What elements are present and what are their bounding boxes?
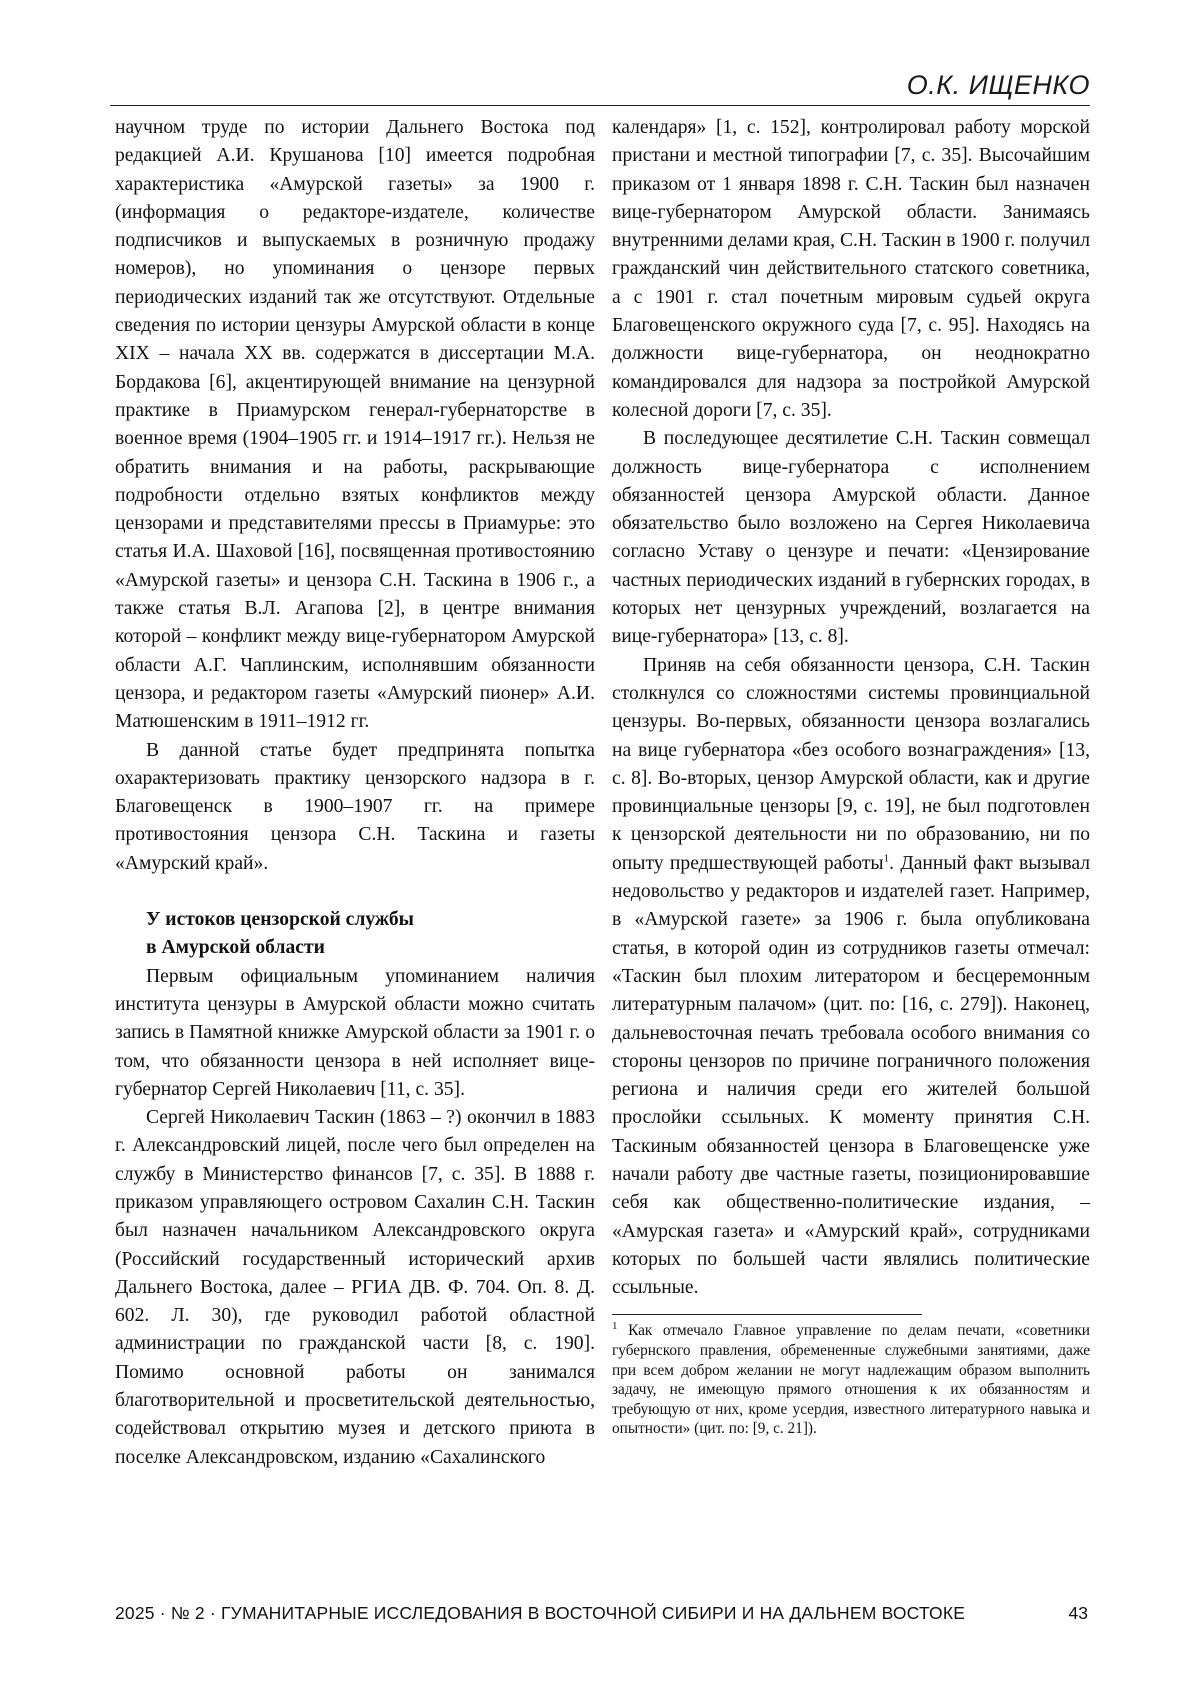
paragraph: календаря» [1, с. 152], контролировал работу морской пристани и местной типографии [7, с. 35]. Высочайшим приказом от 1 января 1898 г. С.Н. Таскин был назначен вице-губернатором Амурской области. Занимаясь внутренними делами края, С.Н. Таскин в 1900 г. получил гражданский чин действительного статского советника, а с 1901 г. стал почетным мировым судьей округа Благовещенского окружного суда [7, с. 95]. Находясь на должности вице-губернатора, он неоднократно командировался для надзора за постройкой Амурской колесной дороги [7, с. 35]. — [612, 117, 1090, 421]
page-number: 43 — [1068, 1603, 1088, 1623]
section-heading-line: У истоков цензорской службы — [146, 909, 414, 931]
paragraph-text: . Данный факт вызывал недовольство у редакторов и издателей газет. Например, в «Амурской газете» за 1906 г. была опубликована статья, в которой один из сотрудников газеты отмечал: «Таскин был плохим литератором и бесцеремонным литературным палачом» (цит. по: [16, с. 279]). Наконец, дальневосточная печать требовала особого внимания со стороны цензоров по причине пограничного положения региона и наличия среди его жителей большой прослойки ссыльных. К моменту принятия С.Н. Таскиным обязанностей цензора в Благовещенске уже начали работу две частные газеты, позиционировавшие себя как общественно-политические издания, – «Амурская газета» и «Амурский край», сотрудниками которых по большей части являлись политические ссыльные. — [612, 852, 1090, 1299]
section-heading-line: в Амурской области — [146, 937, 325, 959]
running-header-author: О.К. ИЩЕНКО — [906, 70, 1090, 100]
paragraph-text: Приняв на себя обязанности цензора, С.Н. Таскин столкнулся со сложностями системы провинциальной цензуры. Во-первых, обязанности цензора возлагались на вице губернатора «без особого вознаграждения» [13, с. 8]. Во-вторых, цензор Амурской области, как и другие провинциальные цензоры [9, с. 19], не был подготовлен к цензорской деятельности ни по образованию, ни по опыту предшествующей работы — [612, 654, 1090, 874]
footnote-marker: 1 — [612, 1320, 618, 1333]
paragraph: В последующее десятилетие С.Н. Таскин совмещал должность вице-губернатора с исполнением обязанностей цензора Амурской области. Данное обязательство было возложено на Сергея Николаевича согласно Уставу о цензуре и печати: «Цензирование частных периодических изданий в губернских городах, в которых нет цензурных учреждений, возлагается на вице-губернатора» [13, с. 8]. — [612, 428, 1090, 648]
left-column — [115, 114, 595, 1472]
paragraph: Первым официальным упоминанием наличия института цензуры в Амурской области можно считать запись в Памятной книжке Амурской области за 1901 г. о том, что обязанности цензора в ней исполняет вице-губернатор Сергей Николаевич [11, с. 35]. — [115, 965, 595, 1100]
footnote-reference: 1 — [883, 852, 890, 865]
footnote — [612, 1321, 1090, 1439]
footnote-text: Как отмечало Главное управление по делам печати, «советники губернского правления, обремененные служебными занятиями, даже при всем добром желании не могут надлежащим образом выполнить задачу, не имеющую прямого отношения к их обязанностям и требующую от них, кроме усердия, известного литературного навыка и опытности» (цит. по: [9, с. 21]). — [612, 1322, 1090, 1438]
footer-journal-title: 2025 · № 2 · ГУМАНИТАРНЫЕ ИССЛЕДОВАНИЯ В ВОСТОЧНОЙ СИБИРИ И НА ДАЛЬНЕМ ВОСТОКЕ — [115, 1603, 966, 1623]
paragraph: Сергей Николаевич Таскин (1863 – ?) окончил в 1883 г. Александровский лицей, после чего был определен на службу в Министерство финансов [7, с. 35]. В 1888 г. приказом управляющего островом Сахалин С.Н. Таскин был назначен начальником Александровского округа (Российский государственный исторический архив Дальнего Востока, далее – РГИА ДВ. Ф. 704. Оп. 8. Д. 602. Л. 30), где руководил работой областной администрации по гражданской части [8, с. 190]. Помимо основной работы он занимался благотворительной и просветительской деятельностью, содействовал открытию музея и детского приюта в поселке Александровском, изданию «Сахалинского — [115, 1107, 595, 1468]
footnote-divider — [612, 1314, 922, 1315]
header-divider — [110, 105, 1090, 106]
paragraph: научном труде по истории Дальнего Востока под редакцией А.И. Крушанова [10] имеется подробная характеристика «Амурской газеты» за 1900 г. (информация о редакторе-издателе, количестве подписчиков и выпускаемых в розничную продажу номеров), но упоминания о цензоре первых периодических изданий так же отсутствуют. Отдельные сведения по истории цензуры Амурской области в конце XIX – начала XX вв. содержатся в диссертации М.А. Бордакова [6], акцентирующей внимание на цензурной практике в Приамурском генерал-губернаторстве в военное время (1904–1905 гг. и 1914–1917 гг.). Нельзя не обратить внимания и на работы, раскрывающие подробности отдельно взятых конфликтов между цензорами и представителями прессы в Приамурье: это статья И.А. Шаховой [16], посвященная противостоянию «Амурской газеты» и цензора С.Н. Таскина в 1906 г., а также статья В.Л. Агапова [2], в центре внимания которой – конфликт между вице-губернатором Амурской области А.Г. Чаплинским, исполнявшим обязанности цензора, и редактором газеты «Амурский пионер» А.И. Матюшенским в 1911–1912 гг. — [115, 117, 595, 733]
right-column — [612, 114, 1090, 1439]
paragraph: В данной статье будет предпринята попытка охарактеризовать практику цензорского надзора в г. Благовещенск в 1900–1907 гг. на примере противостояния цензора С.Н. Таскина и газеты «Амурский край». — [115, 739, 595, 874]
paragraph — [612, 652, 1090, 1303]
